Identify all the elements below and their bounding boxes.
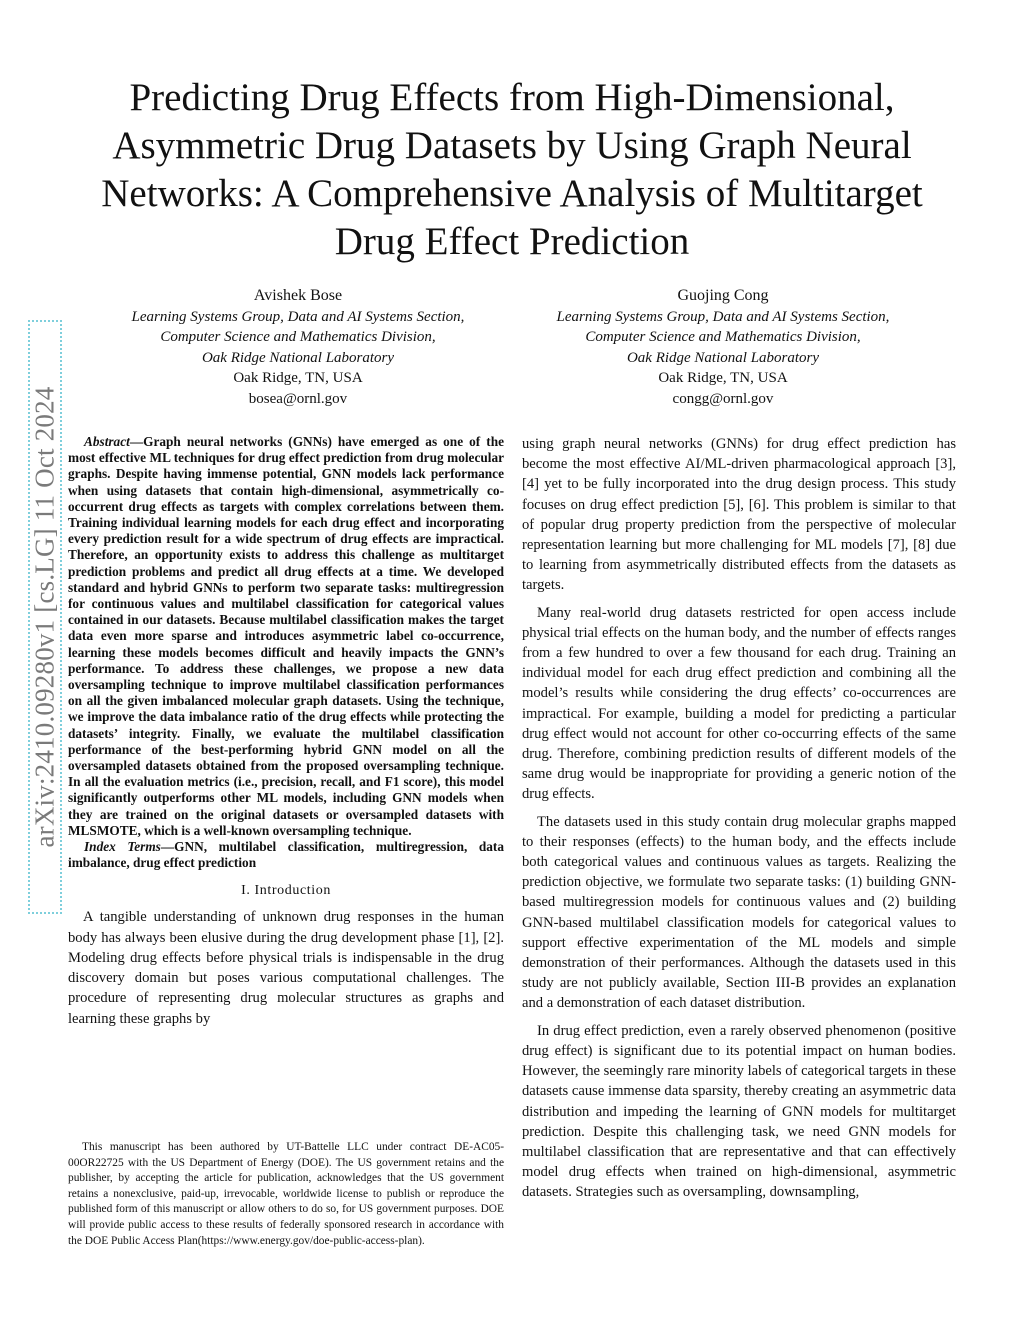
author-affiliation: Learning Systems Group, Data and AI Systems Section, bbox=[131, 308, 465, 325]
author-name: Avishek Bose bbox=[253, 287, 343, 304]
abstract-label: Abstract bbox=[84, 434, 130, 449]
left-column bbox=[68, 434, 504, 1036]
author-email: bosea@ornl.gov bbox=[248, 390, 348, 407]
index-terms-label: Index Terms bbox=[84, 839, 161, 855]
right-column bbox=[522, 434, 956, 1210]
body-paragraph: Many real-world drug datasets restricted for open access include physical trial effects on the human body, and the number of effects ranges from a few hundred to over a few thousand for each drug. Training an individual model for each drug effect prediction and combining all the model’s results while considering the drug effects’ co-occurrences are impractical. For example, building a model for predicting a particular drug effect would not account for other co-occurring effects of the same drug. Therefore, combining prediction results of different models of the same drug would be inappropriate for providing a generic notion of the drug effects. bbox=[522, 604, 956, 803]
body-paragraph: using graph neural networks (GNNs) for drug effect prediction has become the most effective AI/ML-driven pharmacological approach [3], [4] yet to be fully incorporated into the drug design process. This study focuses on drug effect prediction [5], [6]. This problem is similar to that of popular drug property prediction from the perspective of molecular representation learning but more challenging for ML models [7], [8] due to learning from asymmetrically distributed effects from the datasets as targets. bbox=[522, 436, 956, 594]
paper-title: Predicting Drug Effects from High-Dimensional, Asymmetric Drug Datasets by Using Graph Neural Networks: A Comprehensive Analysis of Multitarget Drug Effect Prediction bbox=[101, 76, 923, 263]
index-terms bbox=[68, 839, 504, 871]
author-email: congg@ornl.gov bbox=[672, 390, 774, 407]
author-location: Oak Ridge, TN, USA bbox=[658, 370, 788, 386]
copyright-footnote: This manuscript has been authored by UT-Battelle LLC under contract DE-AC05-00OR22725 with the US Department of Energy (DOE). The US government retains and the publisher, by accepting the article for publication, acknowledges that the US government retains a nonexclusive, paid-up, irrevocable, worldwide license to publish or reproduce the published form of this manuscript or allow others to do so, for US government purposes. DOE will provide public access to these results of federally sponsored research in accordance with the DOE Public Access Plan(https://www.energy.gov/doe-public-access-plan). bbox=[68, 1141, 504, 1247]
author-location: Oak Ridge, TN, USA bbox=[233, 370, 363, 386]
body-paragraph: The datasets used in this study contain drug molecular graphs mapped to their responses (effects) to the human body, and the effects include both categorical values and continuous values as targets. Realizing the prediction objective, we formulate two separate tasks: (1) building GNN-based multiregression models for continuous values and (2) building GNN-based multilabel classification models for categorical values to support effective experimentation of the ML models and simple demonstration of their performances. Although the datasets used in this study are not publicly available, Section III-B provides an explanation and a demonstration of each dataset distribution. bbox=[522, 813, 956, 1012]
abstract-text: —Graph neural networks (GNNs) have emerged as one of the most effective ML techniques for drug effect prediction from drug molecular graphs. Despite having immense potential, GNN models lack performance when using datasets that contain high-dimensional, asymmetrically co-occurrent drug effects as targets with complex correlations between them. Training individual learning models for each drug effect and incorporating every prediction result for a wide spectrum of drug effects are impractical. Therefore, an opportunity exists to address this challenge as multitarget prediction problems and predict all drug effects at a time. We developed standard and hybrid GNNs to perform two separate tasks: multiregression for continuous values and multilabel classification for categorical values contained in our datasets. Because multilabel classification makes the target data even more sparse and introduces asymmetric label co-occurrence, learning these models becomes difficult and heavily impacts the GNN’s performance. To address these challenges, we propose a new data oversampling technique to improve multilabel classification performances on all the given imbalanced molecular graph datasets. Using the technique, we improve the data imbalance ratio of the drug effects while protecting the datasets’ integrity. Finally, we evaluate the multilabel classification performance of the best-performing hybrid GNN model on all the oversampled datasets obtained from the proposed oversampling technique. In all the evaluation metrics (i.e., precision, recall, and F1 score), this model significantly outperforms other ML models, including GNN models when they are trained on the original datasets or oversampled datasets with MLSMOTE, which is a well-known oversampling technique. bbox=[68, 434, 504, 838]
author-affiliation: Oak Ridge National Laboratory bbox=[626, 349, 820, 366]
arxiv-id-text: arXiv:2410.09280v1 [cs.LG] 11 Oct 2024 bbox=[29, 386, 60, 848]
index-terms-text: —GNN, multilabel classification, multiregression, data imbalance, drug effect prediction bbox=[68, 839, 504, 871]
arxiv-identifier-stamp bbox=[30, 322, 60, 912]
body-paragraph: A tangible understanding of unknown drug responses in the human body has always been elusive during the drug development phase [1], [2]. Modeling drug effects before physical trials is indispensable in the drug discovery domain but poses various computational challenges. The procedure of representing drug molecular structures as graphs and learning these graphs by bbox=[68, 909, 504, 1027]
author-affiliation: Computer Science and Mathematics Division, bbox=[160, 329, 436, 345]
author-affiliation: Learning Systems Group, Data and AI Systems Section, bbox=[556, 308, 890, 325]
author-block-2 bbox=[503, 286, 943, 409]
author-affiliation: Oak Ridge National Laboratory bbox=[201, 349, 395, 366]
body-paragraph: In drug effect prediction, even a rarely observed phenomenon (positive drug effect) is significant due to its potential impact on human bodies. However, the seemingly rare minority labels of categorical targets in these datasets cause immense data sparsity, thereby creating an asymmetric data distribution and impeding the learning of GNN models for multitarget prediction. Despite this challenging task, we need GNN models for multilabel classification that are representative and that can effectively model drug effects when trained on high-dimensional, asymmetric datasets. Strategies such as oversampling, downsampling, bbox=[522, 1022, 956, 1201]
author-name: Guojing Cong bbox=[677, 287, 769, 304]
abstract bbox=[68, 434, 504, 839]
section-heading-introduction: I. Introduction bbox=[241, 883, 331, 899]
author-affiliation: Computer Science and Mathematics Division, bbox=[585, 329, 861, 345]
author-block-1 bbox=[78, 286, 518, 409]
